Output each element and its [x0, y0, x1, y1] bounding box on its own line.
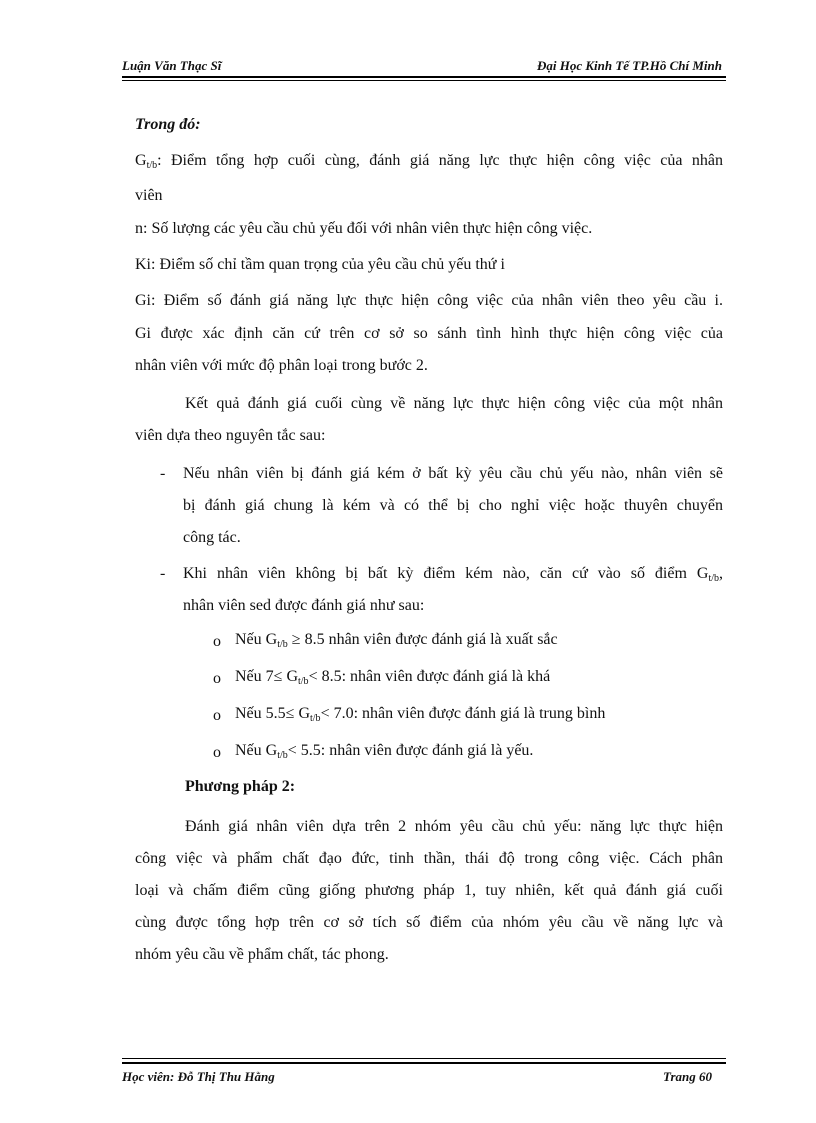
footer-rule-thin [122, 1058, 726, 1059]
sub-bullet-2 [235, 668, 550, 686]
sub-bullet-circle-4: o [213, 744, 221, 761]
sub-bullet-1 [235, 631, 558, 649]
gtb-subscript: t/b [708, 573, 719, 584]
method-2-line-2: công việc và phẩm chất đạo đức, tinh thần, thái độ trong công việc. Cách phân [135, 850, 723, 867]
page-header [122, 56, 722, 78]
bullet-1-line-1: Nếu nhân viên bị đánh giá kém ở bất kỳ yêu cầu chủ yếu nào, nhân viên sẽ [183, 465, 723, 482]
sub-bullet-3-post: < 7.0: nhân viên được đánh giá là trung bình [320, 705, 606, 722]
result-paragraph-line-1: Kết quả đánh giá cuối cùng về năng lực thực hiện công việc của một nhân [185, 395, 723, 412]
method-2-line-3: loại và chấm điểm cũng giống phương pháp 1, tuy nhiên, kết quả đánh giá cuối [135, 882, 723, 899]
page-number: Trang 60 [663, 1069, 712, 1084]
bullet-2-text: Khi nhân viên không bị bất kỳ điểm kém nào, căn cứ vào số điểm G [183, 565, 709, 582]
sub-bullet-2-pre: Nếu 7≤ G [235, 668, 298, 685]
sub-bullet-3-pre: Nếu 5.5≤ G [235, 705, 310, 722]
bullet-dash-2: - [160, 565, 166, 582]
bullet-2-line-1: Khi nhân viên không bị bất kỳ điểm kém nào, căn cứ vào số điểm $G_{t/b}$, [183, 565, 723, 584]
sub-bullet-1-pre: Nếu G [235, 631, 278, 648]
method-2-heading: Phương pháp 2: [185, 778, 296, 795]
gtb-definition-line-2: viên [135, 187, 163, 204]
bullet-1-line-2: bị đánh giá chung là kém và có thể bị cho nghỉ việc hoặc thuyên chuyển [183, 497, 723, 514]
header-university: Đại Học Kinh Tế TP.Hồ Chí Minh [536, 58, 722, 73]
sub-bullet-circle-1: o [213, 633, 221, 650]
bullet-2-line-2: nhân viên sed được đánh giá như sau: [183, 597, 425, 614]
gtb-definition-text: : Điểm tổng hợp cuối cùng, đánh giá năng lực thực hiện công việc của nhân [157, 152, 723, 169]
method-2-line-4: cùng được tổng hợp trên cơ sở tích số điểm của nhóm yêu cầu về năng lực và [135, 914, 723, 931]
gtb-definition-line-1 [135, 152, 723, 170]
gi-definition-line-3: nhân viên với mức độ phân loại trong bước 2. [135, 357, 428, 374]
gtb-symbol: G [135, 152, 147, 169]
page-footer [122, 1069, 712, 1089]
bullet-dash-1: - [160, 465, 166, 482]
footer-author: Học viên: Đỗ Thị Thu Hằng [122, 1069, 275, 1084]
gtb-subscript: t/b [298, 676, 309, 687]
n-definition: n: Số lượng các yêu cầu chủ yếu đối với nhân viên thực hiện công việc. [135, 220, 593, 237]
header-rule-thin [122, 80, 726, 81]
gi-definition-line-1: Gi: Điểm số đánh giá năng lực thực hiện công việc của nhân viên theo yêu cầu i. [135, 292, 723, 309]
sub-bullet-2-post: < 8.5: nhân viên được đánh giá là khá [308, 668, 551, 685]
sub-bullet-circle-3: o [213, 707, 221, 724]
gtb-subscript: t/b [310, 713, 321, 724]
heading-trong-do: Trong đó: [135, 116, 201, 133]
method-2-line-1: Đánh giá nhân viên dựa trên 2 nhóm yêu cầu chủ yếu: năng lực thực hiện [185, 818, 723, 835]
footer-rule-thick [122, 1062, 726, 1064]
gtb-subscript: t/b [146, 160, 158, 171]
gtb-subscript: t/b [277, 750, 288, 761]
sub-bullet-4-pre: Nếu G [235, 742, 278, 759]
header-rule-thick [122, 76, 726, 78]
sub-bullet-4-post: < 5.5: nhân viên được đánh giá là yếu. [287, 742, 534, 759]
ki-definition: Ki: Điểm số chỉ tầm quan trọng của yêu cầu chủ yếu thứ i [135, 256, 505, 273]
bullet-1-line-3: công tác. [183, 529, 241, 546]
header-thesis-title: Luận Văn Thạc Sĩ [122, 58, 222, 73]
sub-bullet-circle-2: o [213, 670, 221, 687]
sub-bullet-3 [235, 705, 605, 723]
sub-bullet-4 [235, 742, 533, 760]
gi-definition-line-2: Gi được xác định căn cứ trên cơ sở so sánh tình hình thực hiện công việc của [135, 325, 723, 342]
sub-bullet-1-post: ≥ 8.5 nhân viên được đánh giá là xuất sắc [287, 631, 558, 648]
gtb-subscript: t/b [277, 639, 288, 650]
result-paragraph-line-2: viên dựa theo nguyên tắc sau: [135, 427, 326, 444]
method-2-line-5: nhóm yêu cầu về phẩm chất, tác phong. [135, 946, 389, 963]
